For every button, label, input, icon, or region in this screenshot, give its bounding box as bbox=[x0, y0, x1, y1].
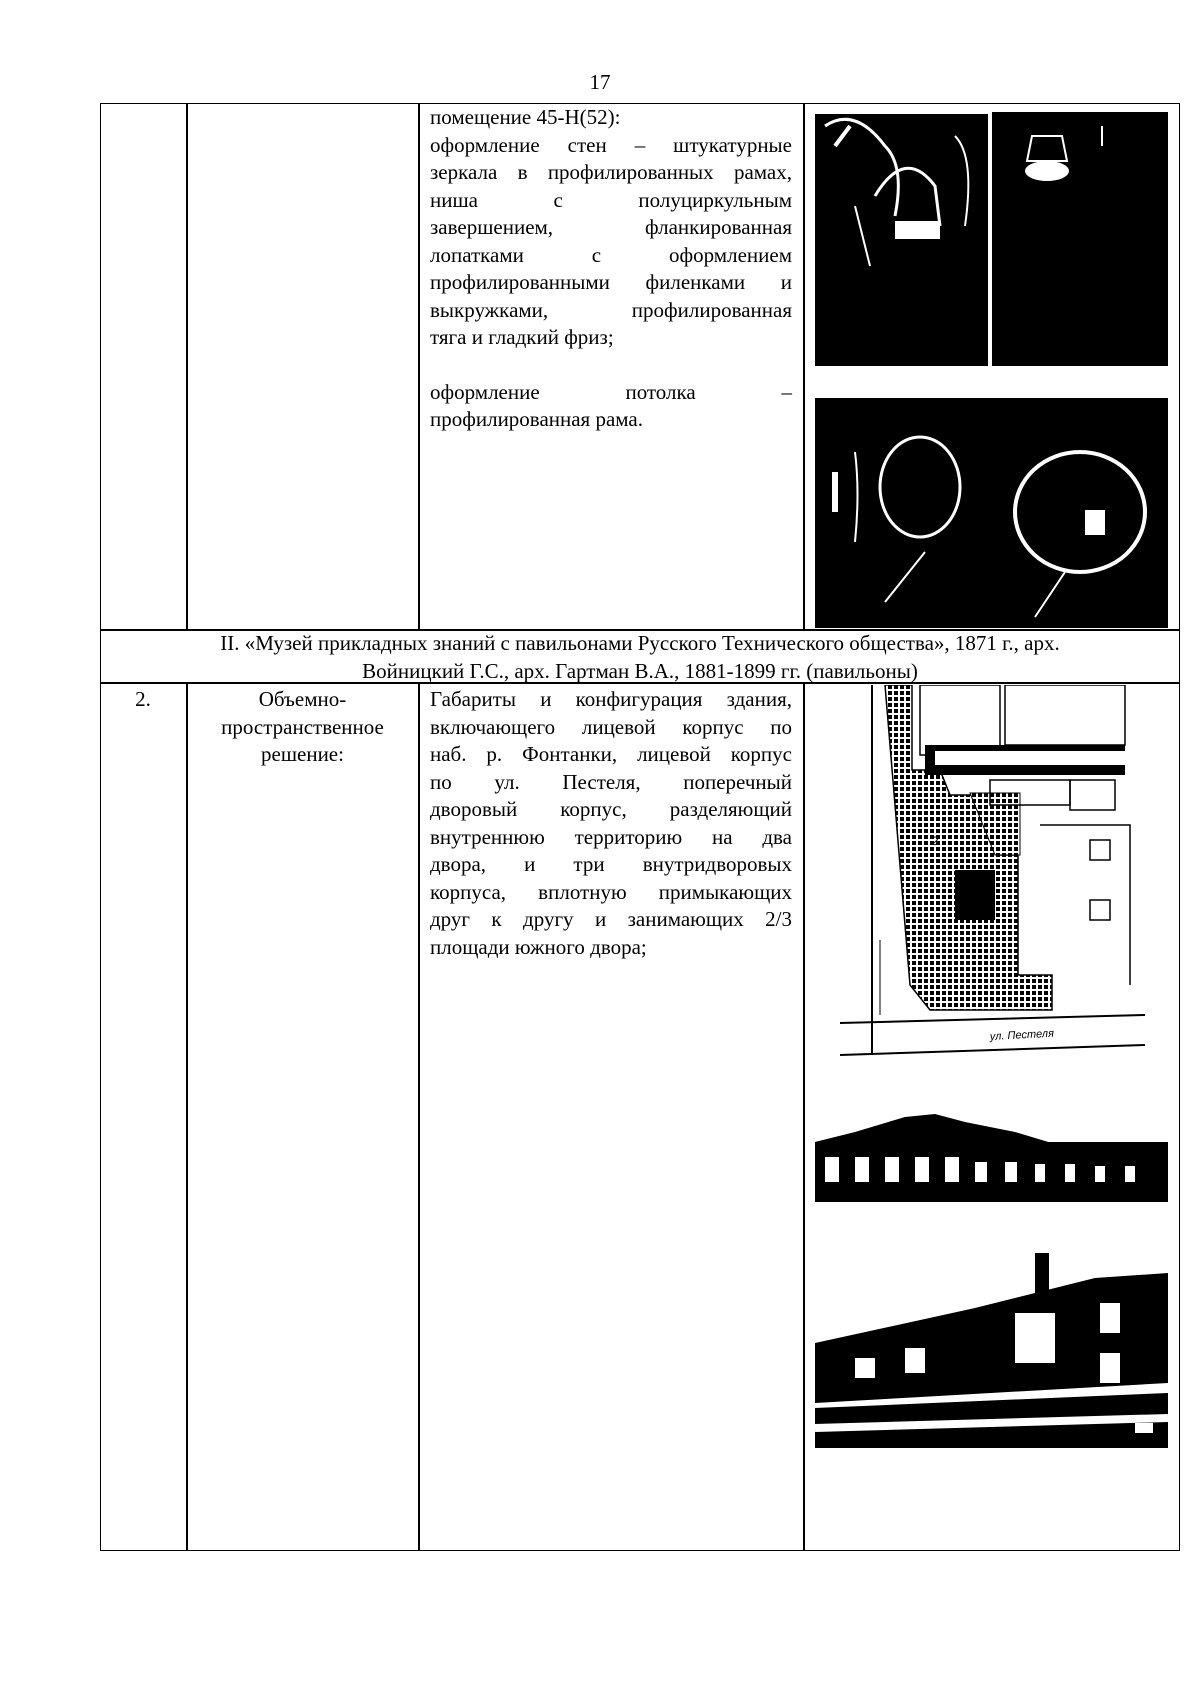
walls-line: профилированными филенками и bbox=[430, 270, 792, 294]
walls-line: завершением, фланкированная bbox=[430, 215, 792, 239]
interior-photo-ceiling bbox=[815, 392, 1168, 628]
section-header-line: II. «Музей прикладных знаний с павильонами Русского Технического общества», 1871 г., арх. bbox=[220, 631, 1060, 655]
walls-line: тяга и гладкий фриз; bbox=[430, 325, 614, 349]
map-street-label: ул. Пестеля bbox=[989, 1027, 1055, 1043]
row2-description bbox=[430, 686, 792, 961]
ceiling-line: профилированная рама. bbox=[430, 407, 644, 431]
description-line: площади южного двора; bbox=[430, 934, 647, 959]
description-line: корпуса, вплотную примыкающих bbox=[430, 879, 792, 904]
column-divider bbox=[418, 682, 420, 1551]
description-line: включающего лицевой корпус по bbox=[430, 714, 792, 739]
interior-photo-lamp bbox=[992, 106, 1168, 366]
category-line: решение: bbox=[261, 742, 344, 766]
page-number: 17 bbox=[589, 70, 611, 94]
column-divider bbox=[418, 103, 420, 631]
walls-line: оформление стен – штукатурные bbox=[430, 132, 792, 157]
room-label: помещение 45-Н(52): bbox=[430, 105, 621, 129]
description-line: Габариты и конфигурация здания, bbox=[430, 687, 792, 711]
description-line: друг к другу и занимающих 2/3 bbox=[430, 907, 792, 931]
category-line: пространственное bbox=[221, 714, 384, 739]
description-line: двора, и три внутридворовых bbox=[430, 852, 792, 876]
exterior-photo-street bbox=[815, 1233, 1168, 1448]
walls-line: ниша с полуциркульным bbox=[430, 187, 792, 212]
column-divider bbox=[803, 682, 805, 1551]
column-divider bbox=[186, 103, 188, 1551]
ceiling-line: оформление потолка – bbox=[430, 379, 792, 404]
description-line: внутреннюю территорию на два bbox=[430, 824, 792, 849]
walls-line: выкружками, профилированная bbox=[430, 297, 792, 322]
map-building-number: 2 bbox=[932, 834, 939, 848]
interior-photo-niche bbox=[815, 106, 988, 366]
row-number: 2. bbox=[135, 687, 151, 711]
walls-line: лопатками с оформлением bbox=[430, 242, 792, 267]
description-line: по ул. Пестеля, поперечный bbox=[430, 769, 792, 794]
row1-description bbox=[430, 104, 792, 434]
site-plan-map bbox=[840, 685, 1145, 1062]
section-header-line: Войницкий Г.С., арх. Гартман В.А., 1881-1899 гг. (павильоны) bbox=[362, 658, 918, 683]
row2-category bbox=[190, 686, 415, 769]
column-divider bbox=[803, 103, 805, 631]
category-line: Объемно- bbox=[258, 687, 347, 711]
description-line: наб. р. Фонтанки, лицевой корпус bbox=[430, 742, 792, 766]
exterior-photo-facade bbox=[815, 1102, 1168, 1202]
walls-line: зеркала в профилированных рамах, bbox=[430, 160, 792, 184]
section-header bbox=[104, 630, 1176, 685]
description-line: дворовый корпус, разделяющий bbox=[430, 797, 792, 821]
